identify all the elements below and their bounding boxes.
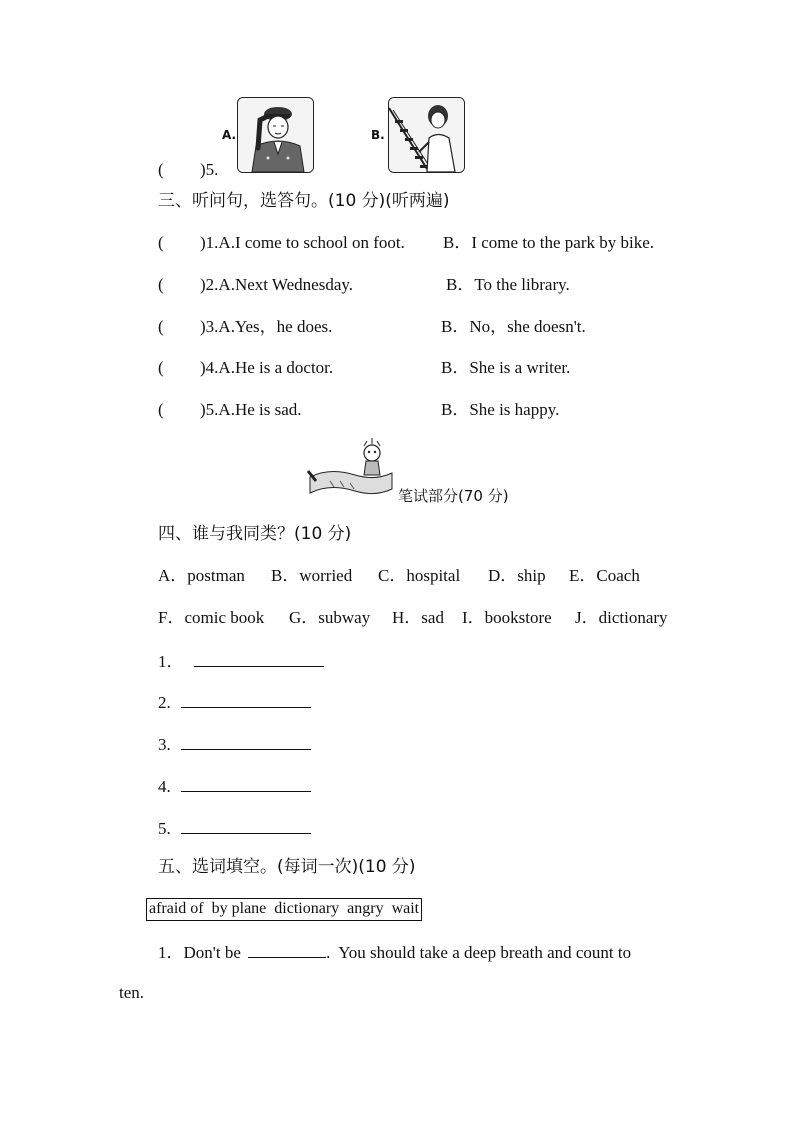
soldier-icon [238, 98, 313, 172]
answer-blank[interactable] [181, 775, 311, 792]
answer-paren: ( [158, 275, 164, 294]
word-option: D．ship [488, 566, 546, 585]
option-a: )4.A.He is a doctor. [200, 358, 334, 377]
answer-line [158, 650, 324, 672]
word-option: B．worried [271, 566, 353, 585]
option-b: B．No，she doesn't. [441, 317, 586, 336]
answer-line [158, 733, 311, 755]
option-b: B．She is a writer. [441, 358, 571, 377]
scroll-banner-image [300, 437, 400, 507]
answer-blank[interactable] [181, 691, 311, 708]
section4-heading: 四、谁与我同类？(10 分) [158, 524, 352, 544]
stairs-woman-icon [389, 98, 464, 172]
option-b: B．To the library. [446, 275, 570, 294]
option-a: )2.A.Next Wednesday. [200, 275, 354, 294]
question-text: 1．Don't be [158, 943, 241, 962]
soldier-saluting-picture [237, 97, 314, 173]
option-a: )5.A.He is sad. [200, 400, 302, 419]
section3-heading: 三、听问句，选答句。(10 分)(听两遍) [158, 191, 450, 211]
answer-line-number: 3. [158, 735, 171, 754]
word-option: A．postman [158, 566, 245, 585]
question-text-continued: ten. [119, 983, 145, 1002]
answer-blank[interactable] [248, 941, 326, 958]
option-a-label: A. [222, 128, 237, 142]
option-a: )1.A.I come to school on foot. [200, 233, 405, 252]
woman-on-stairs-picture [388, 97, 465, 173]
word-option: I．bookstore [462, 608, 552, 627]
answer-line [158, 691, 311, 713]
word-option: J．dictionary [575, 608, 668, 627]
word-option: G．subway [289, 608, 371, 627]
answer-line [158, 817, 311, 839]
q5-number: )5. [200, 160, 219, 179]
section5-heading: 五、选词填空。(每词一次)(10 分) [158, 857, 416, 877]
q5-paren-open: ( [158, 160, 164, 179]
option-b: B．She is happy. [441, 400, 560, 419]
word-option: F．comic book [158, 608, 265, 627]
option-b: B．I come to the park by bike. [443, 233, 655, 252]
answer-blank[interactable] [181, 817, 311, 834]
answer-blank[interactable] [181, 733, 311, 750]
word-option: C．hospital [378, 566, 461, 585]
option-a: )3.A.Yes，he does. [200, 317, 333, 336]
answer-paren: ( [158, 233, 164, 252]
word-option: E．Coach [569, 566, 640, 585]
fill-blank-question-1 [158, 941, 631, 963]
answer-paren: ( [158, 400, 164, 419]
answer-line [158, 775, 311, 797]
answer-paren: ( [158, 358, 164, 377]
word-option: H．sad [392, 608, 444, 627]
answer-blank[interactable] [194, 650, 324, 667]
question-text: . You should take a deep breath and count to [326, 943, 632, 962]
option-b-label: B. [371, 128, 385, 142]
answer-line-number: 1． [158, 652, 184, 671]
scroll-with-figure-icon [300, 437, 400, 507]
answer-line-number: 2. [158, 693, 171, 712]
word-bank-box: afraid of by plane dictionary angry wait [146, 898, 422, 921]
written-section-banner: 笔试部分(70 分) [398, 487, 509, 505]
answer-line-number: 5. [158, 819, 171, 838]
answer-paren: ( [158, 317, 164, 336]
answer-line-number: 4. [158, 777, 171, 796]
